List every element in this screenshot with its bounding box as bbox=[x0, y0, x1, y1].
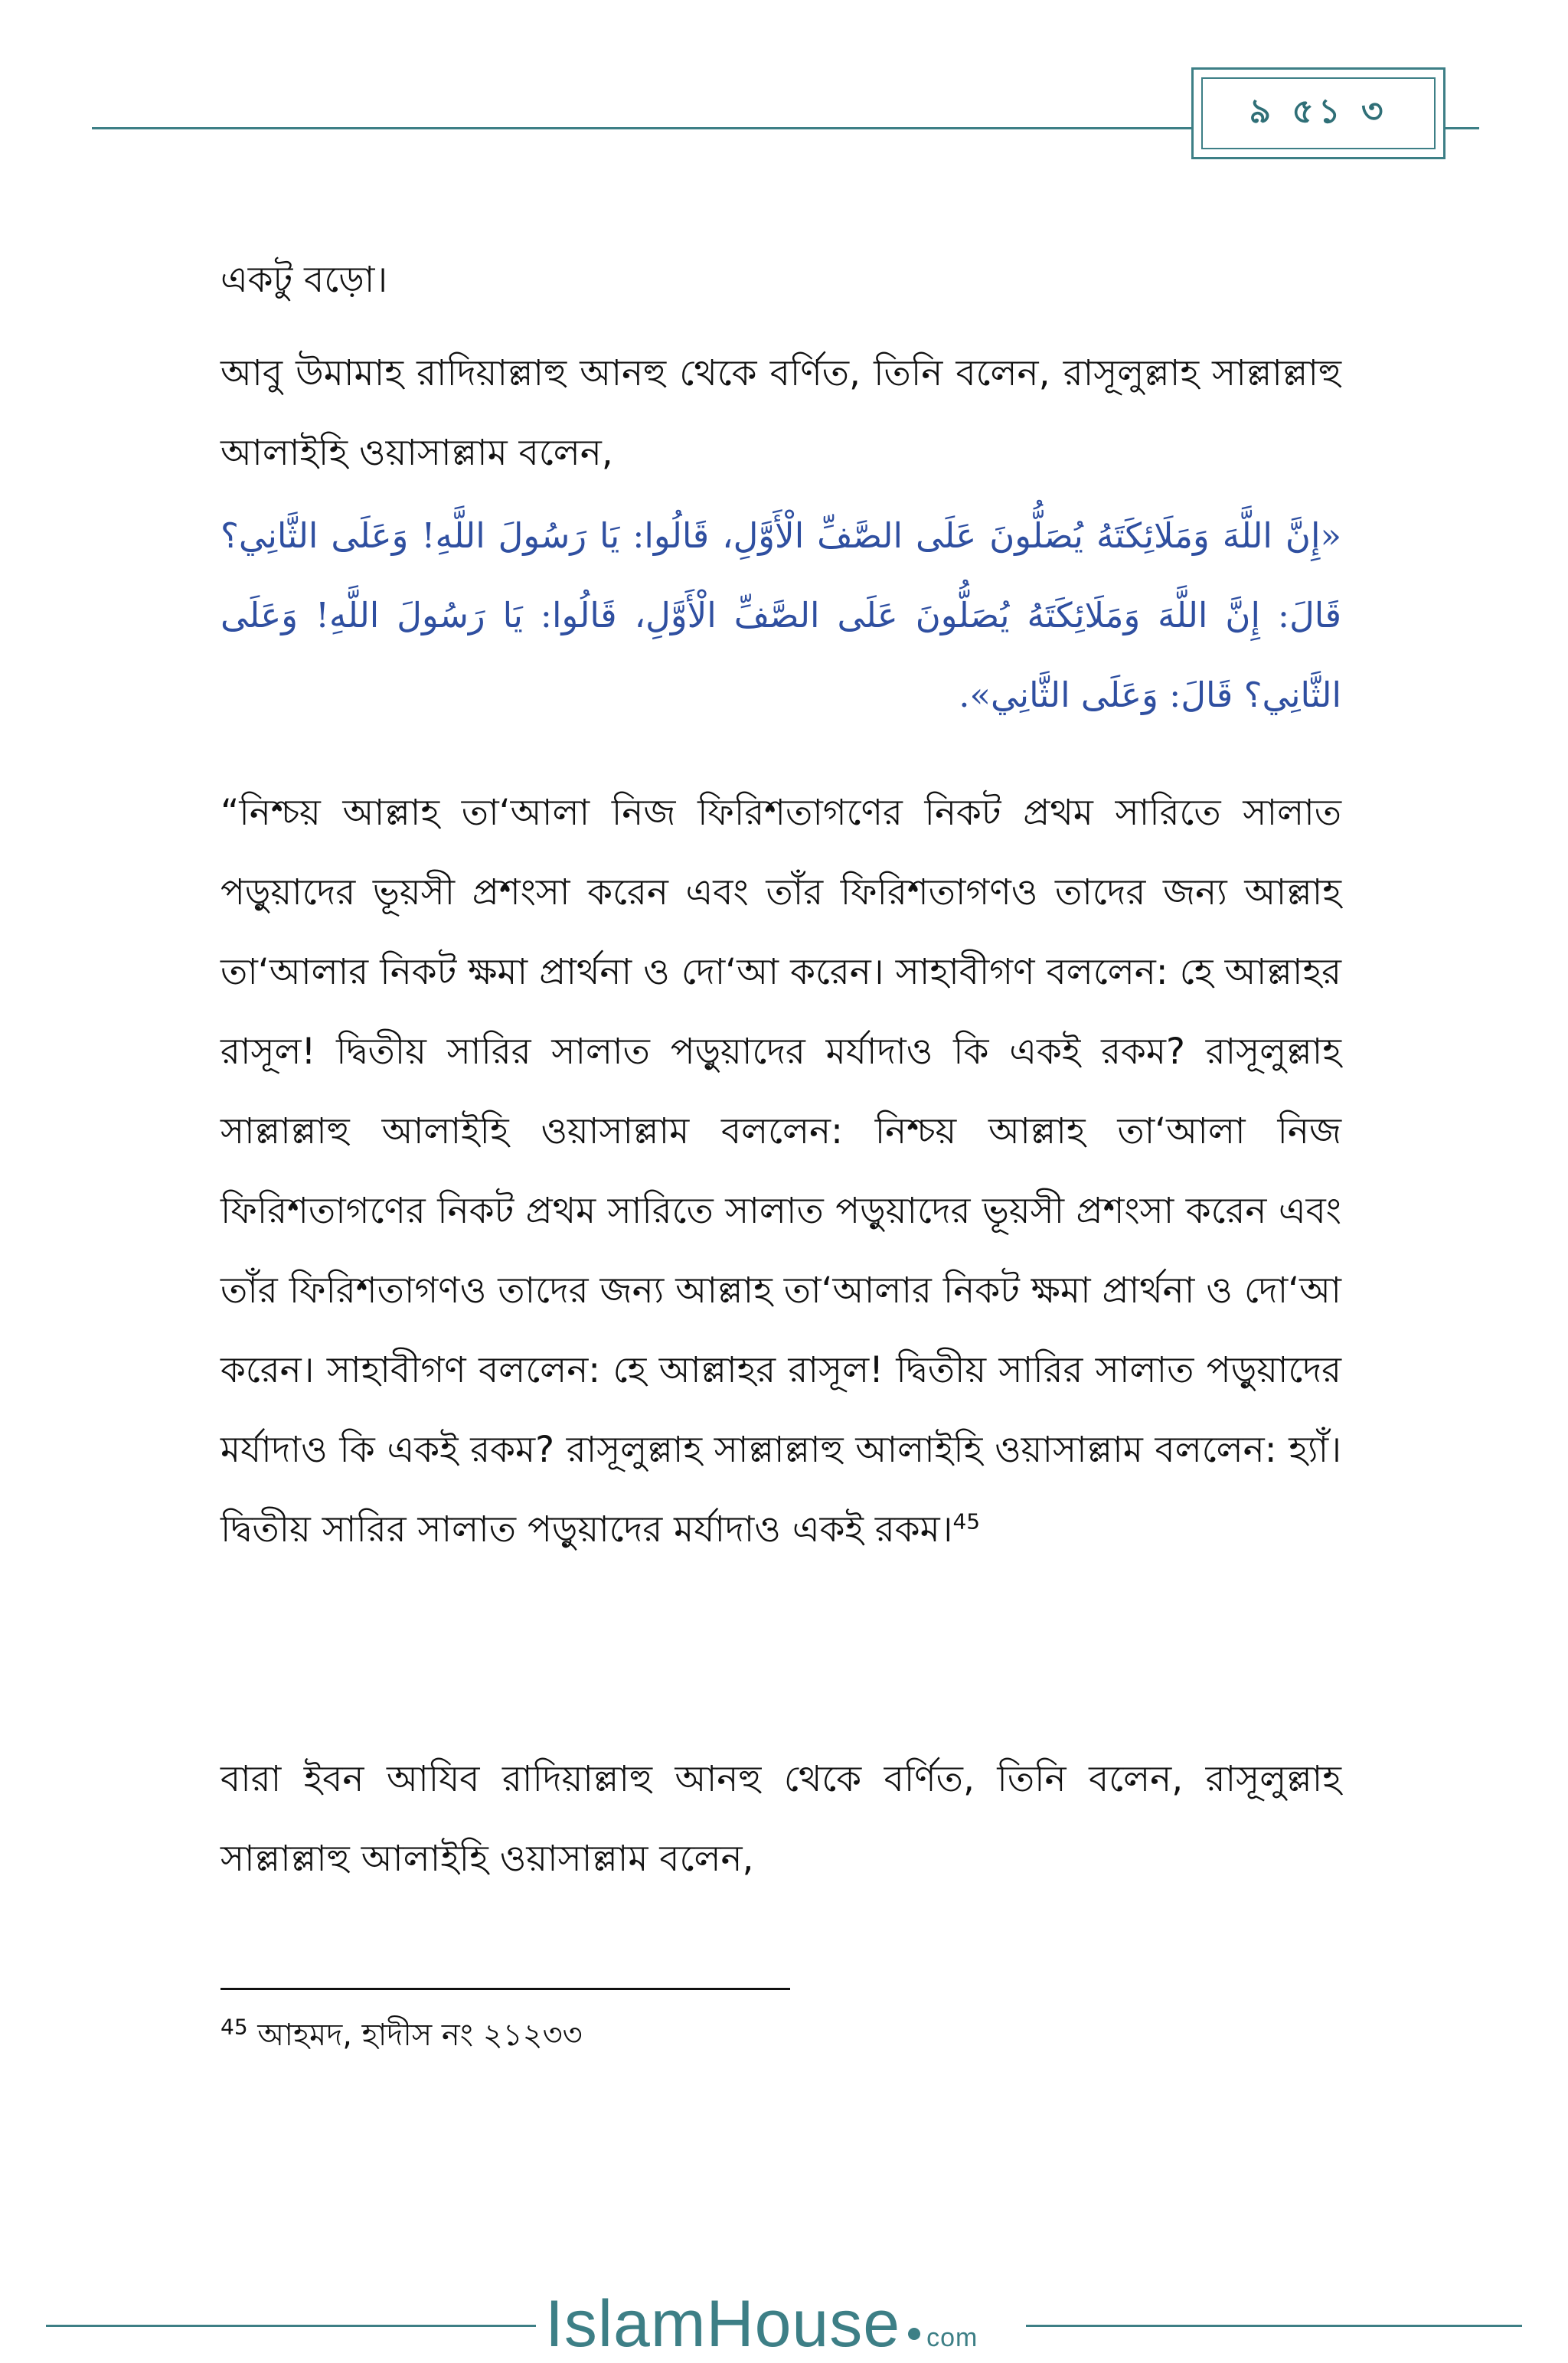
page-number-box bbox=[1191, 67, 1446, 159]
header-rule-left bbox=[92, 127, 1194, 129]
page-number: ৯ ৫১ ৩ bbox=[1201, 77, 1436, 149]
paragraph-3-text: “নিশ্চয় আল্লাহ তা‘আলা নিজ ফিরিশতাগণের নিকট প্রথম সারিতে সালাত পড়ুয়াদের ভূয়সী প্রশংসা করেন এবং তাঁর ফিরিশতাগণও তাদের জন্য আল্লাহ তা‘আলার নিকট ক্ষমা প্রার্থনা ও দো‘আ করেন। সাহাবীগণ বললেন: হে আল্লাহর রাসূল! দ্বিতীয় সারির সালাত পড়ুয়াদের মর্যাদাও কি একই রকম? রাসূলুল্লাহ সাল্লাল্লাহু আলাইহি ওয়াসাল্লাম বললেন: নিশ্চয় আল্লাহ তা‘আলা নিজ ফিরিশতাগণের নিকট প্রথম সারিতে সালাত পড়ুয়াদের ভূয়সী প্রশংসা করেন এবং তাঁর ফিরিশতাগণও তাদের জন্য আল্লাহ তা‘আলার নিকট ক্ষমা প্রার্থনা ও দো‘আ করেন। সাহাবীগণ বললেন: হে আল্লাহর রাসূল! দ্বিতীয় সারির সালাত পড়ুয়াদের মর্যাদাও কি একই রকম? রাসূলুল্লাহ সাল্লাল্লাহু আলাইহি ওয়াসাল্লাম বললেন: হ্যাঁ। দ্বিতীয় সারির সালাত পড়ুয়াদের মর্যাদাও একই রকম। bbox=[220, 792, 1341, 1551]
footnote-ref[interactable]: 45 bbox=[952, 1508, 981, 1534]
islamhouse-logo[interactable] bbox=[545, 2286, 978, 2363]
footnote-text: আহমদ, হাদীস নং ২১২৩৩ bbox=[257, 2018, 583, 2053]
logo-text: IslamHouse bbox=[545, 2287, 901, 2361]
paragraph-4: বারা ইবন আযিব রাদিয়াল্লাহু আনহু থেকে বর্ণিত, তিনি বলেন, রাসূলুল্লাহ সাল্লাল্লাহু আলাইহি ওয়াসাল্লাম বলেন, bbox=[220, 1758, 1341, 1880]
paragraph-2: আবু উমামাহ রাদিয়াল্লাহু আনহু থেকে বর্ণিত, তিনি বলেন, রাসূলুল্লাহ সাল্লাল্লাহু আলাইহি ওয়াসাল্লাম বলেন, bbox=[220, 352, 1341, 474]
footnote-marker: 45 bbox=[220, 2014, 248, 2040]
footnote-rule bbox=[220, 1988, 790, 1990]
logo-suffix: com bbox=[926, 2323, 978, 2352]
arabic-hadith: «إِنَّ اللَّهَ وَمَلَائِكَتَهُ يُصَلُّونَ عَلَى الصَّفِّ الْأَوَّلِ، قَالُوا: يَا رَسُولَ اللَّهِ! وَعَلَى الثَّانِي؟ قَالَ: إِنَّ اللَّهَ وَمَلَائِكَتَهُ يُصَلُّونَ عَلَى الصَّفِّ الْأَوَّلِ، قَالُوا: يَا رَسُولَ اللَّهِ! وَعَلَى الثَّانِي؟ قَالَ: وَعَلَى الثَّانِي». bbox=[220, 515, 1341, 715]
footer-rule-right bbox=[1026, 2325, 1522, 2327]
header-rule-right bbox=[1446, 127, 1479, 129]
logo-dot-icon bbox=[908, 2328, 920, 2340]
footer-rule-left bbox=[46, 2325, 536, 2327]
paragraph-3 bbox=[220, 773, 1341, 1570]
paragraph-1: একটু বড়ো। bbox=[220, 259, 388, 301]
footnote bbox=[220, 2012, 583, 2058]
